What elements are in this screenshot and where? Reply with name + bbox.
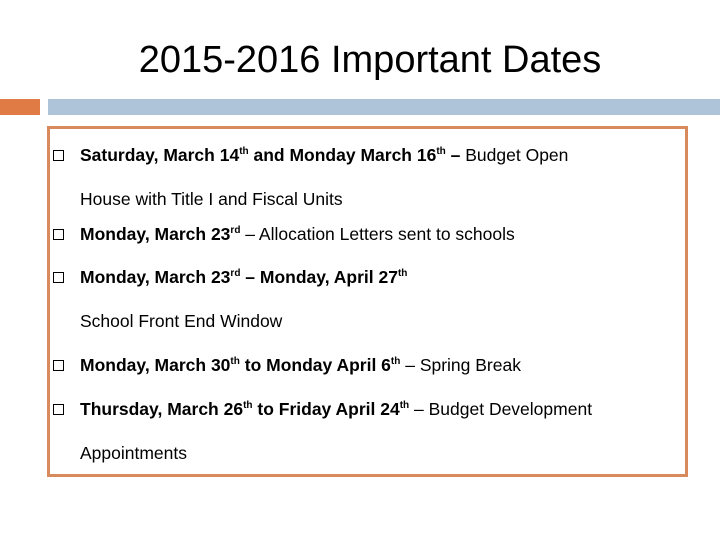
item-date-range: Thursday, March 26th to Friday April 24th <box>80 399 410 419</box>
item-description-continued: School Front End Window <box>80 311 283 331</box>
date-item-allocation-letters <box>80 222 700 246</box>
checkbox-bullet-icon <box>53 150 64 161</box>
checkbox-bullet-icon <box>53 360 64 371</box>
date-item-front-end-window <box>80 265 700 333</box>
item-description-continued: House with Title I and Fiscal Units <box>80 189 343 209</box>
date-item-budget-development <box>80 397 700 465</box>
item-description: – Spring Break <box>400 355 521 375</box>
item-date-range: Monday, March 23rd <box>80 224 241 244</box>
slide-title: 2015-2016 Important Dates <box>138 39 602 81</box>
item-date-range: Monday, March 23rd – Monday, April 27th <box>80 267 408 287</box>
accent-bar-orange <box>0 99 40 115</box>
date-item-budget-open-house <box>80 143 700 211</box>
item-date-range: Saturday, March 14th and Monday March 16th – <box>80 145 461 165</box>
checkbox-bullet-icon <box>53 229 64 240</box>
item-description: Budget Open <box>460 145 569 165</box>
checkbox-bullet-icon <box>53 272 64 283</box>
date-item-spring-break <box>80 353 700 377</box>
accent-bar-blue <box>48 99 720 115</box>
item-description: – Allocation Letters sent to schools <box>240 224 515 244</box>
item-date-range: Monday, March 30th to Monday April 6th <box>80 355 401 375</box>
item-description-continued: Appointments <box>80 443 188 463</box>
item-description: – Budget Development <box>409 399 593 419</box>
checkbox-bullet-icon <box>53 404 64 415</box>
